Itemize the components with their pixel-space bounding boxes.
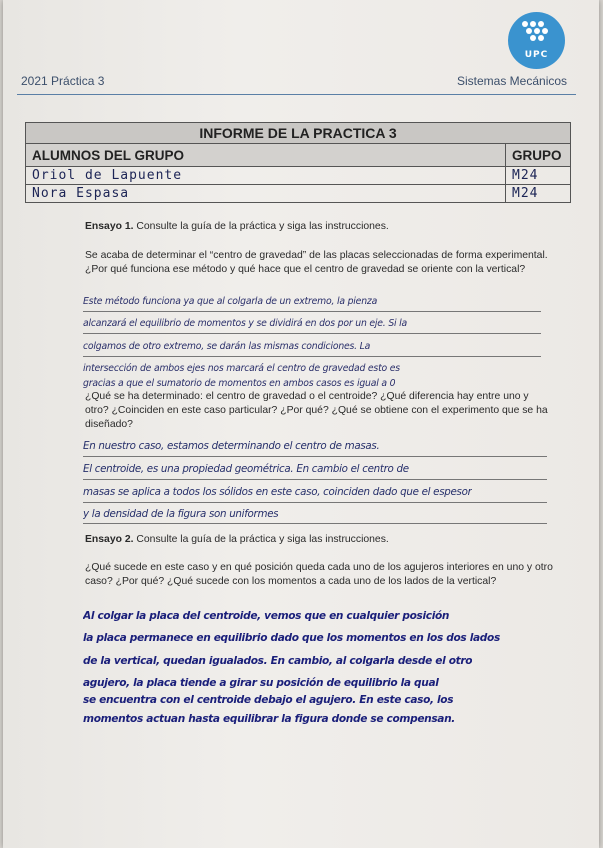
handwritten-answer-line: Al colgar la placa del centroide, vemos que en cualquier posición (83, 610, 450, 622)
ensayo1-heading (85, 220, 555, 234)
student-name: Oriol de Lapuente (26, 167, 506, 185)
handwritten-answer-line: intersección de ambos ejes nos marcará el centro de gravedad esto es (83, 363, 400, 374)
answer-underline (83, 479, 547, 480)
handwritten-answer-line: En nuestro caso, estamos determinando el centro de masas. (83, 440, 380, 452)
handwritten-answer-line: El centroide, es una propiedad geométrica. En cambio el centro de (83, 463, 409, 475)
handwritten-answer-line: la placa permanece en equilibrio dado que los momentos en los dos lados (83, 632, 500, 644)
report-title: INFORME DE LA PRACTICA 3 (26, 123, 571, 144)
handwritten-answer-line: de la vertical, quedan igualados. En cambio, al colgarla desde el otro (83, 655, 473, 667)
group-column-header: GRUPO (506, 144, 571, 167)
ensayo2-label: Ensayo 2. (85, 534, 134, 545)
paper-sheet (3, 0, 599, 848)
ensayo2-heading (85, 533, 555, 547)
ensayo1-label: Ensayo 1. (85, 221, 134, 232)
logo-dots-icon (522, 21, 552, 47)
handwritten-answer-line: se encuentra con el centroide debajo el agujero. En este caso, los (83, 694, 454, 706)
report-table (25, 122, 571, 203)
answer-underline (83, 356, 541, 357)
students-column-header: ALUMNOS DEL GRUPO (26, 144, 506, 167)
ensayo1-question1: Se acaba de determinar el “centro de gravedad” de las placas seleccionadas de forma experimental. ¿Por qué funciona ese método y qué hace que el centro de gravedad se oriente con la vertical? (85, 250, 548, 275)
logo-text: UPC (524, 50, 549, 60)
student-group: M24 (506, 167, 571, 185)
ensayo1-question2: ¿Qué se ha determinado: el centro de gravedad o el centroide? ¿Qué diferencia hay entre uno y otro? ¿Coinciden en este caso particular? ¿Por qué? ¿Qué se obtiene con el experimento que se ha diseñado? (85, 391, 548, 430)
ensayo2-question: ¿Qué sucede en este caso y en qué posición queda cada uno de los agujeros interiores en uno y otro caso? ¿Por qué? ¿Qué sucede con los momentos a cada uno de los lados de la vertical? (85, 562, 553, 587)
upc-logo (508, 12, 565, 69)
handwritten-answer-line: momentos actuan hasta equilibrar la figura donde se compensan. (83, 713, 455, 725)
answer-underline (83, 333, 541, 334)
handwritten-answer-line: agujero, la placa tiende a girar su posición de equilibrio la qual (83, 677, 439, 689)
answer-underline (83, 456, 547, 457)
handwritten-answer-line: colgamos de otro extremo, se darán las mismas condiciones. La (83, 341, 371, 352)
table-row (26, 167, 571, 185)
ensayo1-instruction: Consulte la guía de la práctica y siga las instrucciones. (133, 221, 389, 232)
handwritten-answer-line: Este método funciona ya que al colgarla de un extremo, la pienza (83, 296, 378, 307)
handwritten-answer-line: alcanzará el equilibrio de momentos y se dividirá en dos por un eje. Si la (83, 318, 408, 329)
table-row (26, 185, 571, 203)
answer-underline (83, 311, 541, 312)
handwritten-answer-line: masas se aplica a todos los sólidos en este caso, coinciden dado que el espesor (83, 486, 472, 498)
answer-underline (83, 523, 547, 524)
student-name: Nora Espasa (26, 185, 506, 203)
header-rule (17, 94, 576, 95)
header-subject: Sistemas Mecánicos (457, 74, 568, 88)
ensayo2-instruction: Consulte la guía de la práctica y siga las instrucciones. (133, 534, 389, 545)
student-group: M24 (506, 185, 571, 203)
answer-underline (83, 502, 547, 503)
header-year-practice: 2021 Práctica 3 (21, 74, 105, 88)
handwritten-answer-line: y la densidad de la figura son uniformes (83, 508, 279, 520)
handwritten-answer-line: gracias a que el sumatorio de momentos en ambos casos es igual a 0 (83, 378, 396, 389)
